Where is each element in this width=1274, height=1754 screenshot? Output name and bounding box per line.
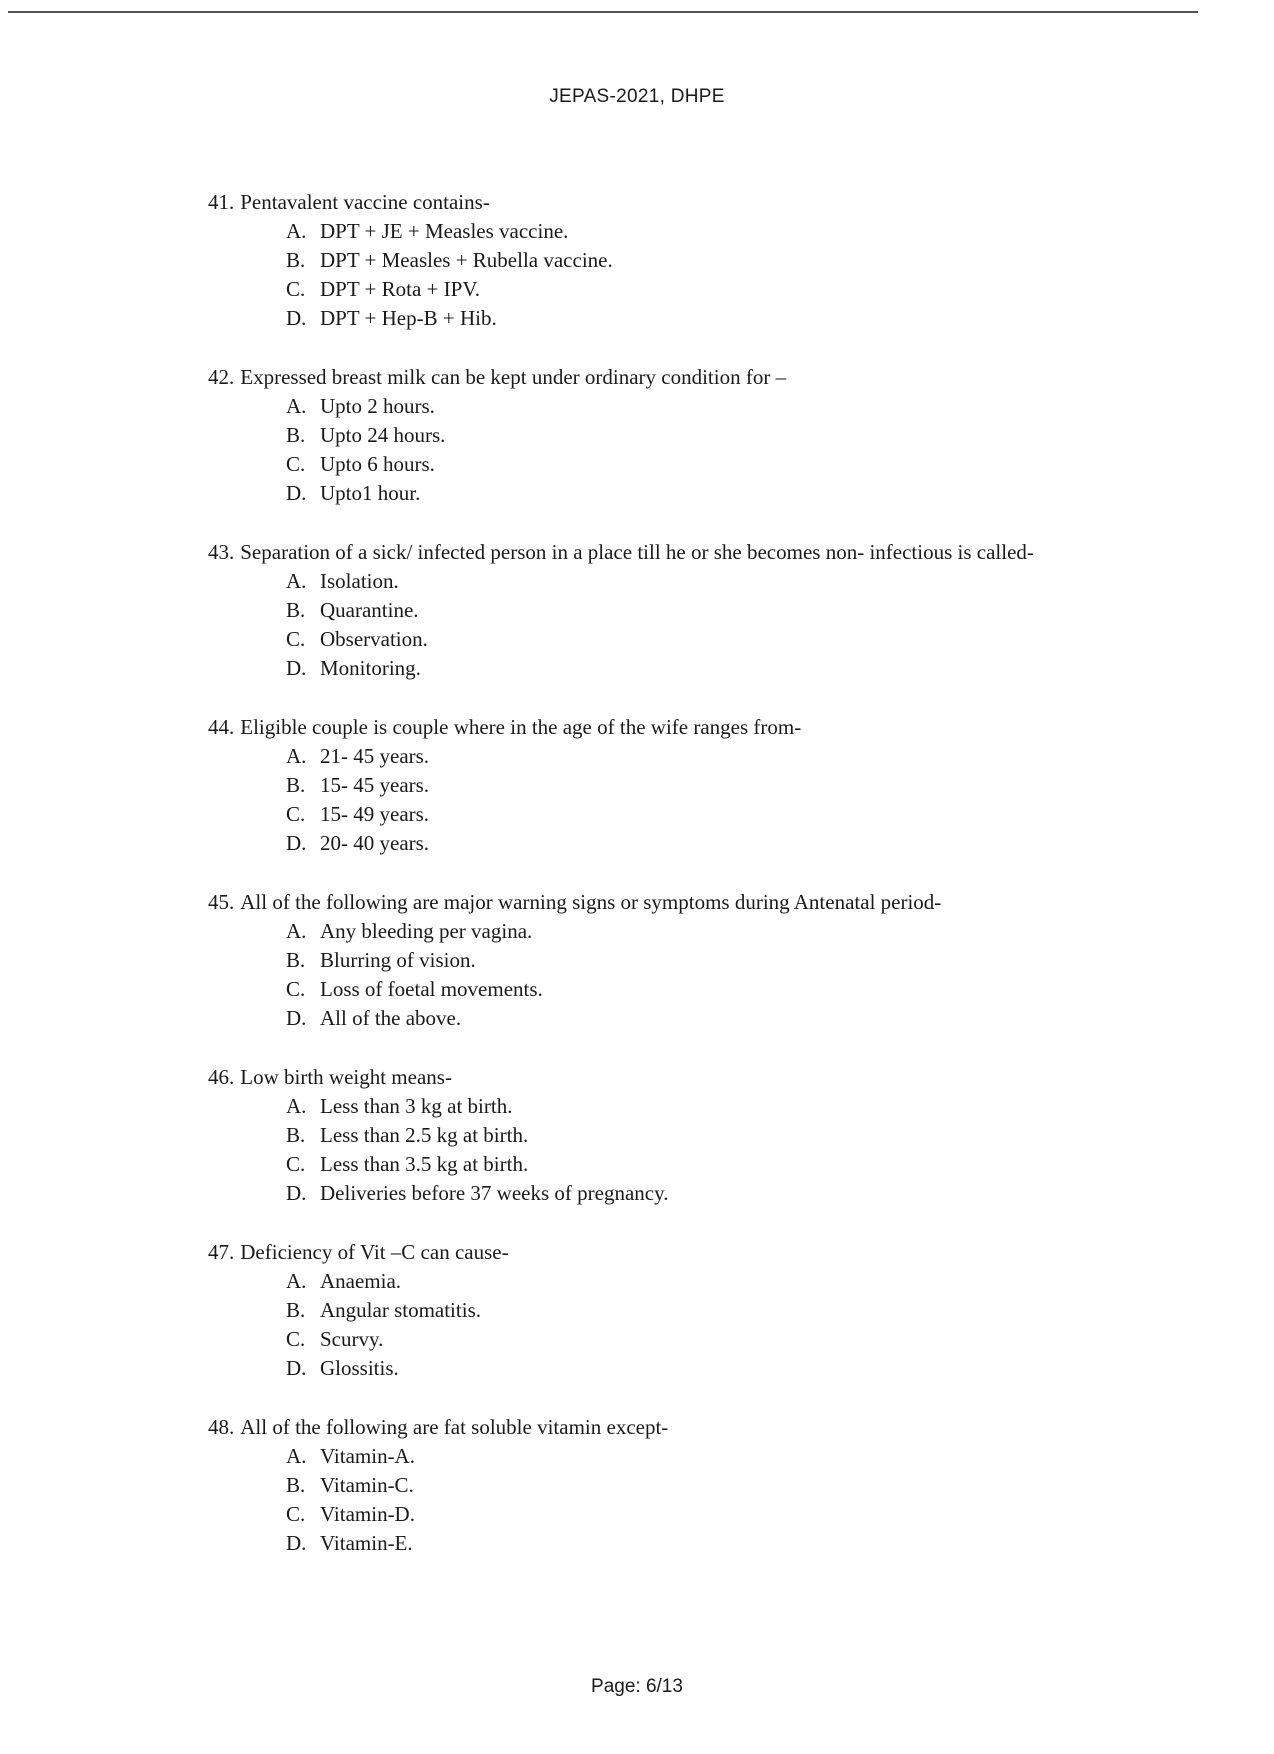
question-stem: [208, 1063, 1108, 1092]
option-letter: A.: [286, 919, 307, 943]
option-text: Upto 24 hours.: [320, 423, 446, 447]
question-number: 42.: [208, 365, 235, 389]
option-d: [286, 479, 1108, 508]
option-letter: C.: [286, 1327, 306, 1351]
option-text: 15- 45 years.: [320, 773, 430, 797]
option-letter: B.: [286, 1123, 306, 1147]
question-stem: [208, 1238, 1108, 1267]
question-text: Pentavalent vaccine contains-: [240, 190, 490, 214]
option-text: Angular stomatitis.: [320, 1298, 481, 1322]
option-list: [286, 742, 1108, 858]
option-text: Monitoring.: [320, 656, 421, 680]
option-letter: B.: [286, 1473, 306, 1497]
option-b: [286, 1471, 1108, 1500]
option-a: [286, 1442, 1108, 1471]
option-b: [286, 1121, 1108, 1150]
option-letter: C.: [286, 802, 306, 826]
page-number: Page: 6/13: [591, 1676, 683, 1697]
option-b: [286, 596, 1108, 625]
option-list: [286, 917, 1108, 1033]
option-letter: D.: [286, 1181, 307, 1205]
option-c: [286, 275, 1108, 304]
option-text: 15- 49 years.: [320, 802, 430, 826]
option-b: [286, 771, 1108, 800]
question-stem: [208, 188, 1108, 217]
option-a: [286, 1267, 1108, 1296]
option-letter: D.: [286, 1531, 307, 1555]
option-c: [286, 800, 1108, 829]
option-letter: A.: [286, 569, 307, 593]
option-letter: A.: [286, 744, 307, 768]
option-letter: C.: [286, 277, 306, 301]
option-letter: D.: [286, 1006, 307, 1030]
option-text: Vitamin-A.: [320, 1444, 415, 1468]
question-text: Deficiency of Vit –C can cause-: [240, 1240, 509, 1264]
option-text: DPT + Hep-B + Hib.: [320, 306, 497, 330]
option-text: All of the above.: [320, 1006, 462, 1030]
option-text: DPT + JE + Measles vaccine.: [320, 219, 569, 243]
option-d: [286, 1179, 1108, 1208]
option-letter: B.: [286, 598, 306, 622]
option-letter: B.: [286, 773, 306, 797]
option-text: DPT + Rota + IPV.: [320, 277, 481, 301]
option-d: [286, 654, 1108, 683]
option-c: [286, 975, 1108, 1004]
question-stem: [208, 713, 1108, 742]
option-a: [286, 1092, 1108, 1121]
option-d: [286, 304, 1108, 333]
question-text: Expressed breast milk can be kept under ordinary condition for –: [240, 365, 787, 389]
option-c: [286, 1500, 1108, 1529]
question-41: [208, 188, 1108, 333]
option-b: [286, 246, 1108, 275]
option-text: Anaemia.: [320, 1269, 402, 1293]
option-letter: C.: [286, 1152, 306, 1176]
option-letter: D.: [286, 831, 307, 855]
option-letter: C.: [286, 452, 306, 476]
option-d: [286, 829, 1108, 858]
option-text: Upto 2 hours.: [320, 394, 435, 418]
option-text: Deliveries before 37 weeks of pregnancy.: [320, 1181, 669, 1205]
question-46: [208, 1063, 1108, 1208]
option-a: [286, 917, 1108, 946]
option-letter: D.: [286, 481, 307, 505]
option-d: [286, 1004, 1108, 1033]
option-letter: D.: [286, 1356, 307, 1380]
option-letter: B.: [286, 423, 306, 447]
question-text: Eligible couple is couple where in the age of the wife ranges from-: [240, 715, 802, 739]
page-header: JEPAS-2021, DHPE: [549, 86, 725, 107]
option-letter: A.: [286, 1094, 307, 1118]
option-list: [286, 1267, 1108, 1383]
option-letter: B.: [286, 248, 306, 272]
question-number: 45.: [208, 890, 235, 914]
question-number: 47.: [208, 1240, 235, 1264]
option-list: [286, 392, 1108, 508]
option-text: 21- 45 years.: [320, 744, 430, 768]
option-letter: C.: [286, 977, 306, 1001]
question-list: [208, 188, 1108, 1588]
option-text: DPT + Measles + Rubella vaccine.: [320, 248, 613, 272]
option-text: Less than 2.5 kg at birth.: [320, 1123, 529, 1147]
question-number: 41.: [208, 190, 235, 214]
option-list: [286, 217, 1108, 333]
question-48: [208, 1413, 1108, 1558]
option-text: Upto1 hour.: [320, 481, 421, 505]
question-44: [208, 713, 1108, 858]
option-a: [286, 392, 1108, 421]
option-letter: C.: [286, 627, 306, 651]
question-text: Separation of a sick/ infected person in a place till he or she becomes non- infectious is called-: [240, 540, 1034, 564]
option-text: Quarantine.: [320, 598, 419, 622]
option-list: [286, 567, 1108, 683]
option-letter: C.: [286, 1502, 306, 1526]
option-list: [286, 1442, 1108, 1558]
option-b: [286, 946, 1108, 975]
option-letter: A.: [286, 1444, 307, 1468]
option-d: [286, 1354, 1108, 1383]
question-text: All of the following are fat soluble vitamin except-: [240, 1415, 669, 1439]
option-text: Glossitis.: [320, 1356, 399, 1380]
option-a: [286, 742, 1108, 771]
question-47: [208, 1238, 1108, 1383]
question-42: [208, 363, 1108, 508]
option-c: [286, 1150, 1108, 1179]
option-text: Scurvy.: [320, 1327, 384, 1351]
option-list: [286, 1092, 1108, 1208]
option-text: Less than 3 kg at birth.: [320, 1094, 513, 1118]
option-c: [286, 625, 1108, 654]
option-text: Any bleeding per vagina.: [320, 919, 533, 943]
question-number: 46.: [208, 1065, 235, 1089]
option-b: [286, 1296, 1108, 1325]
option-letter: B.: [286, 948, 306, 972]
option-text: 20- 40 years.: [320, 831, 430, 855]
option-text: Vitamin-E.: [320, 1531, 413, 1555]
option-a: [286, 567, 1108, 596]
question-number: 44.: [208, 715, 235, 739]
question-stem: [208, 363, 1108, 392]
option-text: Vitamin-D.: [320, 1502, 415, 1526]
option-letter: A.: [286, 219, 307, 243]
option-text: Isolation.: [320, 569, 399, 593]
option-letter: B.: [286, 1298, 306, 1322]
option-text: Vitamin-C.: [320, 1473, 414, 1497]
question-45: [208, 888, 1108, 1033]
question-stem: [208, 538, 1108, 567]
option-text: Loss of foetal movements.: [320, 977, 543, 1001]
option-letter: A.: [286, 394, 307, 418]
option-b: [286, 421, 1108, 450]
option-text: Less than 3.5 kg at birth.: [320, 1152, 529, 1176]
option-a: [286, 217, 1108, 246]
question-text: All of the following are major warning signs or symptoms during Antenatal period-: [240, 890, 942, 914]
question-number: 43.: [208, 540, 235, 564]
top-border-line: [8, 11, 1198, 13]
option-letter: D.: [286, 306, 307, 330]
option-c: [286, 450, 1108, 479]
question-stem: [208, 888, 1108, 917]
option-c: [286, 1325, 1108, 1354]
option-text: Blurring of vision.: [320, 948, 476, 972]
question-text: Low birth weight means-: [240, 1065, 452, 1089]
option-d: [286, 1529, 1108, 1558]
option-text: Upto 6 hours.: [320, 452, 435, 476]
question-number: 48.: [208, 1415, 235, 1439]
option-text: Observation.: [320, 627, 428, 651]
option-letter: D.: [286, 656, 307, 680]
question-43: [208, 538, 1108, 683]
question-stem: [208, 1413, 1108, 1442]
option-letter: A.: [286, 1269, 307, 1293]
